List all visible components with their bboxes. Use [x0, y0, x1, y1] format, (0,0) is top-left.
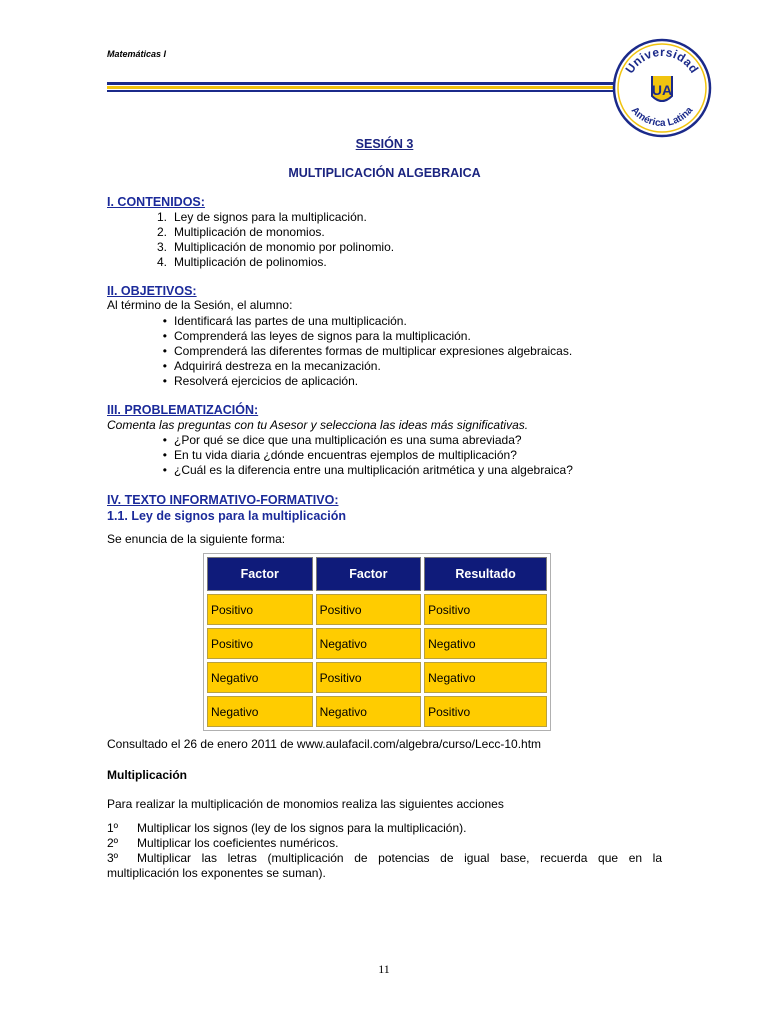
bullet-icon: • — [162, 359, 167, 373]
problematizacion-heading: III. PROBLEMATIZACIÓN: — [107, 403, 259, 417]
bullet-icon: • — [162, 329, 167, 343]
table-cell: Negativo — [316, 628, 422, 659]
page-number: 11 — [378, 962, 390, 976]
list-item — [149, 344, 572, 359]
table-cell: Negativo — [207, 696, 313, 727]
step-continuation: multiplicación los exponentes se suman). — [107, 866, 326, 880]
item-text: Multiplicación de monomios. — [174, 225, 325, 239]
session-title: SESIÓN 3 — [355, 137, 414, 151]
table-cell: Negativo — [316, 696, 422, 727]
table-cell: Negativo — [424, 662, 547, 693]
item-text: Multiplicación de polinomios. — [174, 255, 327, 269]
list-item — [149, 210, 394, 225]
list-item — [107, 851, 662, 866]
table-cell: Positivo — [424, 594, 547, 625]
list-item — [149, 329, 572, 344]
header-rule-blue — [107, 82, 615, 85]
item-text: Multiplicación de monomio por polinomio. — [174, 240, 395, 254]
item-number: 3. — [156, 240, 167, 254]
texto-subheading: 1.1. Ley de signos para la multiplicación — [107, 509, 346, 523]
problematizacion-intro: Comenta las preguntas con tu Asesor y selecciona las ideas más significativas. — [107, 418, 529, 432]
steps-list — [107, 821, 662, 881]
objetivos-list — [149, 314, 572, 389]
bullet-icon: • — [162, 314, 167, 328]
list-item — [149, 374, 572, 389]
bullet-icon: • — [162, 463, 167, 477]
list-item — [149, 448, 573, 463]
objetivos-heading: II. OBJETIVOS: — [107, 284, 197, 298]
logo-text-bottom: América Latina — [628, 105, 696, 130]
course-name: Matemáticas I — [107, 49, 167, 59]
texto-intro: Se enuncia de la siguiente forma: — [107, 532, 286, 546]
step-number: 1º — [107, 821, 119, 835]
table-cell: Negativo — [207, 662, 313, 693]
item-text: Resolverá ejercicios de aplicación. — [174, 374, 359, 388]
objetivos-intro: Al término de la Sesión, el alumno: — [107, 298, 293, 312]
item-text: En tu vida diaria ¿dónde encuentras ejemplos de multiplicación? — [174, 448, 517, 462]
table-row — [207, 662, 547, 693]
table-header: Factor — [316, 557, 422, 591]
contenidos-heading: I. CONTENIDOS: — [107, 195, 205, 209]
table-cell: Positivo — [207, 594, 313, 625]
list-item — [149, 240, 394, 255]
list-item — [107, 836, 662, 851]
table-header-row — [207, 557, 547, 591]
item-text: ¿Cuál es la diferencia entre una multiplicación aritmética y una algebraica? — [174, 463, 573, 477]
item-text: Ley de signos para la multiplicación. — [174, 210, 367, 224]
bullet-icon: • — [162, 374, 167, 388]
step-text: Multiplicar los signos (ley de los signos para la multiplicación). — [137, 821, 467, 835]
table-cell: Negativo — [424, 628, 547, 659]
table-header: Resultado — [424, 557, 547, 591]
list-item — [149, 433, 573, 448]
item-number: 4. — [156, 255, 167, 269]
header-rule-blue-thin — [107, 90, 615, 92]
list-item — [149, 463, 573, 478]
table-row — [207, 594, 547, 625]
list-item — [149, 314, 572, 329]
texto-heading: IV. TEXTO INFORMATIVO-FORMATIVO: — [107, 493, 339, 507]
logo-text-top: Universidad — [622, 44, 702, 76]
signs-table — [203, 553, 551, 731]
list-item — [149, 359, 572, 374]
table-cell: Positivo — [316, 594, 422, 625]
table-cell: Positivo — [424, 696, 547, 727]
item-text: Adquirirá destreza en la mecanización. — [174, 359, 381, 373]
item-text: Comprenderá las leyes de signos para la multiplicación. — [174, 329, 471, 343]
page-title: MULTIPLICACIÓN ALGEBRAICA — [288, 166, 481, 180]
step-text: Multiplicar los coeficientes numéricos. — [137, 836, 339, 850]
item-text: ¿Por qué se dice que una multiplicación es una suma abreviada? — [174, 433, 522, 447]
step-number: 3º — [107, 851, 119, 865]
source-citation: Consultado el 26 de enero 2011 de www.aulafacil.com/algebra/curso/Lecc-10.htm — [107, 737, 542, 751]
table-row — [207, 628, 547, 659]
table-header: Factor — [207, 557, 313, 591]
table-cell: Positivo — [207, 628, 313, 659]
bullet-icon: • — [162, 344, 167, 358]
bullet-icon: • — [162, 448, 167, 462]
item-number: 1. — [156, 210, 167, 224]
bullet-icon: • — [162, 433, 167, 447]
item-text: Identificará las partes de una multiplicación. — [174, 314, 407, 328]
multiplicacion-heading: Multiplicación — [107, 768, 188, 782]
logo-mark: UA — [651, 82, 673, 98]
university-logo — [612, 38, 712, 138]
list-item — [107, 821, 662, 836]
multiplicacion-intro: Para realizar la multiplicación de monomios realiza las siguientes acciones — [107, 797, 504, 811]
table-cell: Positivo — [316, 662, 422, 693]
step-text: Multiplicar las letras (multiplicación de potencias de igual base, recuerda que en la — [137, 851, 662, 865]
problematizacion-list — [149, 433, 573, 478]
list-item — [149, 225, 394, 240]
table-row — [207, 696, 547, 727]
item-number: 2. — [156, 225, 167, 239]
contenidos-list — [149, 210, 394, 270]
item-text: Comprenderá las diferentes formas de multiplicar expresiones algebraicas. — [174, 344, 573, 358]
step-number: 2º — [107, 836, 119, 850]
list-item — [149, 255, 394, 270]
header-rule-yellow — [107, 86, 615, 89]
